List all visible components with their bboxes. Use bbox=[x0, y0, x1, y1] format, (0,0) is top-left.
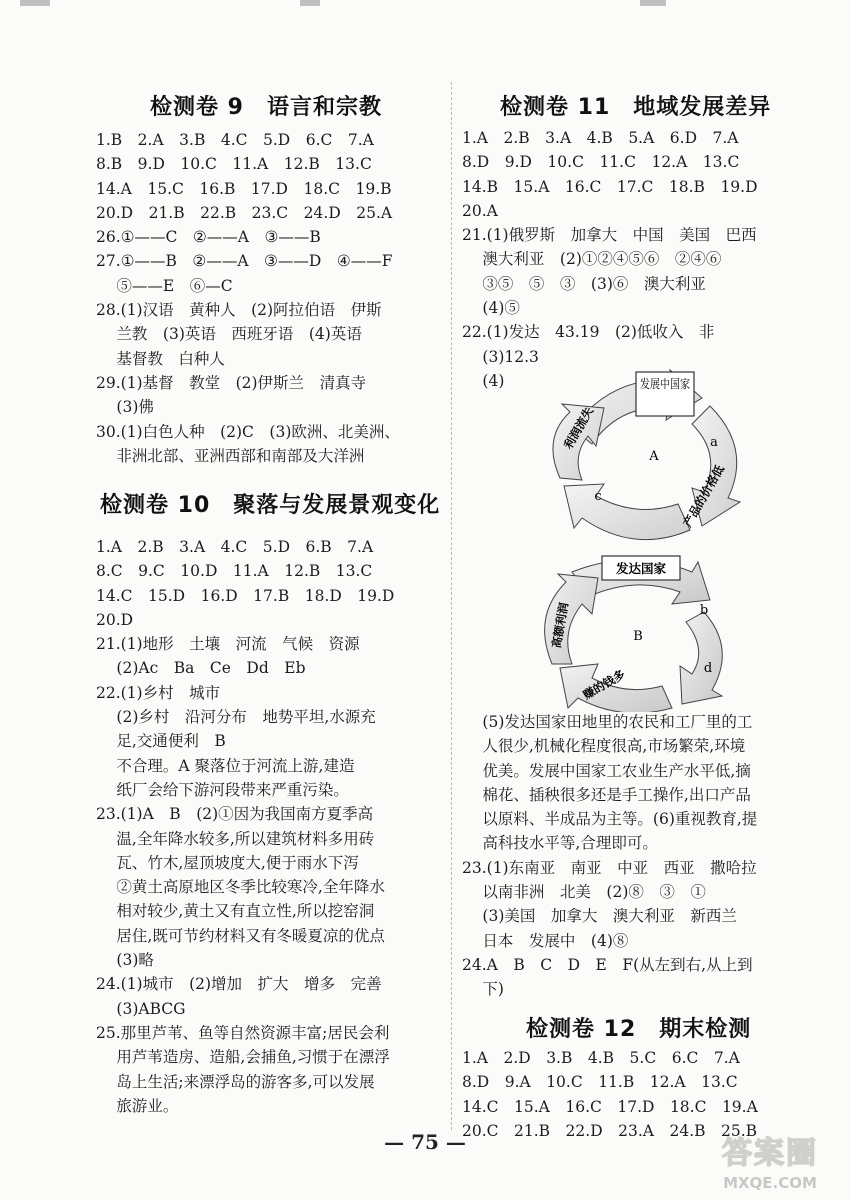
answer-line: 岛上生活;来漂浮岛的游客多,可以发展 bbox=[96, 1072, 375, 1091]
watermark-url: MXQE.COM bbox=[723, 1174, 817, 1192]
answer-line: 以南非洲 北美 (2)⑧ ③ ① bbox=[462, 883, 706, 902]
answers-9 bbox=[96, 128, 400, 468]
section-title-9: 检测卷 9 语言和宗教 bbox=[150, 95, 382, 120]
letter-B: B bbox=[633, 629, 643, 644]
answer-line: 14.B 15.A 16.C 17.C 18.B 19.D bbox=[462, 177, 758, 196]
answer-line: ③⑤ ⑤ ③ (3)⑥ 澳大利亚 bbox=[462, 274, 706, 293]
answer-line: 澳大利亚 (2)①②④⑤⑥ ②④⑥ bbox=[462, 250, 722, 269]
answer-line: 1.A 2.B 3.A 4.C 5.D 6.B 7.A bbox=[96, 538, 374, 556]
answer-line: 8.C 9.C 10.D 11.A 12.B 13.C bbox=[96, 562, 373, 581]
answer-line: 居住,既可节约材料又有冬暖夏凉的优点 bbox=[96, 926, 385, 945]
answers-11-part2 bbox=[462, 710, 757, 1002]
section-title-12: 检测卷 12 期末检测 bbox=[526, 1017, 752, 1042]
answer-line: (3)12.3 bbox=[462, 347, 539, 366]
top-edge-marks bbox=[0, 0, 850, 12]
answers-10 bbox=[96, 535, 394, 1118]
label-low-price: 产品的价格低 bbox=[680, 462, 727, 530]
answer-line: 26.①——C ②——A ③——B bbox=[96, 228, 321, 247]
answer-line: 30.(1)白色人种 (2)C (3)欧洲、北美洲、 bbox=[96, 422, 400, 441]
answer-line: ⑤——E ⑥—C bbox=[96, 276, 233, 295]
answer-line: 22.(1)发达 43.19 (2)低收入 非 bbox=[462, 323, 715, 342]
answer-line: 以原料、半成品为主等。(6)重视教育,提 bbox=[462, 810, 758, 829]
answer-line: (3)略 bbox=[96, 951, 154, 970]
section-title-10: 检测卷 10 聚落与发展景观变化 bbox=[100, 493, 441, 518]
answer-line: 人很少,机械化程度很高,市场繁荣,环境 bbox=[462, 737, 746, 756]
cycle-diagram-developing bbox=[542, 368, 762, 546]
cycle-diagram-developed bbox=[532, 552, 752, 712]
watermark-logo: 答案圈 bbox=[722, 1136, 818, 1171]
answer-line: 24.(1)城市 (2)增加 扩大 增多 完善 bbox=[96, 975, 382, 994]
answer-line: 25.那里芦苇、鱼等自然资源丰富;居民会利 bbox=[96, 1023, 390, 1042]
column-divider bbox=[451, 82, 452, 1130]
answer-line: (3)ABCG bbox=[96, 999, 186, 1018]
answer-line: 温,全年降水较多,所以建筑材料多用砖 bbox=[96, 829, 375, 848]
answer-line: 28.(1)汉语 黄种人 (2)阿拉伯语 伊斯 bbox=[96, 301, 382, 320]
answer-line: 8.D 9.A 10.C 11.B 12.A 13.C bbox=[462, 1073, 738, 1092]
answer-line: 21.(1)地形 土壤 河流 气候 资源 bbox=[96, 635, 360, 654]
answer-line: 不合理。A 聚落位于河流上游,建造 bbox=[96, 756, 355, 775]
answers-11-part1 bbox=[462, 126, 758, 393]
answer-line: 24.A B C D E F(从左到右,从上到 bbox=[462, 955, 753, 974]
answer-line: 23.(1)A B (2)①因为我国南方夏季高 bbox=[96, 805, 374, 824]
answer-line: 14.A 15.C 16.B 17.D 18.C 19.B bbox=[96, 179, 392, 198]
answer-line: 高科技水平等,合理即可。 bbox=[462, 834, 658, 853]
answer-line: 8.D 9.D 10.C 11.C 12.A 13.C bbox=[462, 153, 740, 172]
answer-line: (2)乡村 沿河分布 地势平坦,水源充 bbox=[96, 708, 376, 727]
answer-line: 1.A 2.D 3.B 4.B 5.C 6.C 7.A bbox=[462, 1049, 740, 1067]
answer-line: (3)美国 加拿大 澳大利亚 新西兰 bbox=[462, 907, 737, 926]
answer-line: 20.D bbox=[96, 610, 134, 629]
letter-A: A bbox=[649, 449, 659, 464]
answer-line: 足,交通便利 B bbox=[96, 732, 226, 751]
answer-line: 14.C 15.D 16.D 17.B 18.D 19.D bbox=[96, 586, 395, 605]
answer-line: 8.B 9.D 10.C 11.A 12.B 13.C bbox=[96, 155, 372, 174]
label-developed: 发达国家 bbox=[615, 561, 667, 576]
answer-line: (4)⑤ bbox=[462, 299, 520, 318]
answer-line: 基督教 白种人 bbox=[96, 349, 225, 368]
answer-line: 22.(1)乡村 城市 bbox=[96, 683, 221, 702]
answer-line: 23.(1)东南亚 南亚 中亚 西亚 撒哈拉 bbox=[462, 858, 757, 877]
answer-line: 1.A 2.B 3.A 4.B 5.A 6.D 7.A bbox=[462, 129, 739, 147]
section-title-11: 检测卷 11 地域发展差异 bbox=[500, 95, 772, 120]
answer-line: 1.B 2.A 3.B 4.C 5.D 6.C 7.A bbox=[96, 131, 374, 149]
page-number: — 75 — bbox=[384, 1130, 466, 1154]
answer-line: (5)发达国家田地里的农民和工厂里的工 bbox=[462, 713, 753, 731]
answer-line: (2)Ac Ba Ce Dd Eb bbox=[96, 659, 306, 678]
answer-line: (3)佛 bbox=[96, 398, 154, 417]
answer-line: 用芦苇造房、造船,会捕鱼,习惯于在漂浮 bbox=[96, 1048, 390, 1067]
label-profit-loss: 利润流失 bbox=[560, 404, 597, 452]
answer-line: 29.(1)基督 教堂 (2)伊斯兰 清真寺 bbox=[96, 373, 367, 392]
answer-line: 纸厂会给下游河段带来严重污染。 bbox=[96, 780, 349, 799]
answer-line: 14.C 15.A 16.C 17.D 18.C 19.A bbox=[462, 1097, 758, 1116]
answer-line: 日本 发展中 (4)⑧ bbox=[462, 931, 629, 950]
letter-a: a bbox=[710, 435, 718, 450]
answer-line: 20.A bbox=[462, 201, 498, 220]
label-high-profit: 高额利润 bbox=[549, 601, 571, 650]
answer-line: 瓦、竹木,屋顶坡度大,便于雨水下泻 bbox=[96, 853, 359, 872]
answer-line: 非洲北部、亚洲西部和南部及大洋洲 bbox=[96, 446, 365, 465]
answer-line: 21.(1)俄罗斯 加拿大 中国 美国 巴西 bbox=[462, 226, 757, 245]
answer-line: 27.①——B ②——A ③——D ④——F bbox=[96, 252, 393, 271]
answer-line: 兰教 (3)英语 西班牙语 (4)英语 bbox=[96, 325, 362, 344]
letter-b: b bbox=[699, 603, 709, 618]
answer-line: (4) bbox=[462, 371, 505, 390]
answer-line: 20.C 21.B 22.D 23.A 24.B 25.B bbox=[462, 1121, 758, 1140]
letter-d: d bbox=[703, 661, 713, 676]
letter-c: c bbox=[594, 489, 602, 504]
answer-line: ②黄土高原地区冬季比较寒冷,全年降水 bbox=[96, 878, 385, 897]
answer-line: 棉花、插秧很多还是手工操作,出口产品 bbox=[462, 785, 751, 804]
answer-line: 20.D 21.B 22.B 23.C 24.D 25.A bbox=[96, 203, 393, 222]
label-earn-more: 赚的钱多 bbox=[580, 666, 628, 703]
answer-line: 相对较少,黄土又有直立性,所以挖窑洞 bbox=[96, 902, 375, 921]
answer-line: 优美。发展中国家工农业生产水平低,摘 bbox=[462, 761, 751, 780]
answer-line: 旅游业。 bbox=[96, 1096, 179, 1115]
answer-line: 下) bbox=[462, 980, 504, 999]
label-developing: 发展中国家 bbox=[640, 377, 701, 391]
watermark bbox=[700, 1128, 840, 1192]
